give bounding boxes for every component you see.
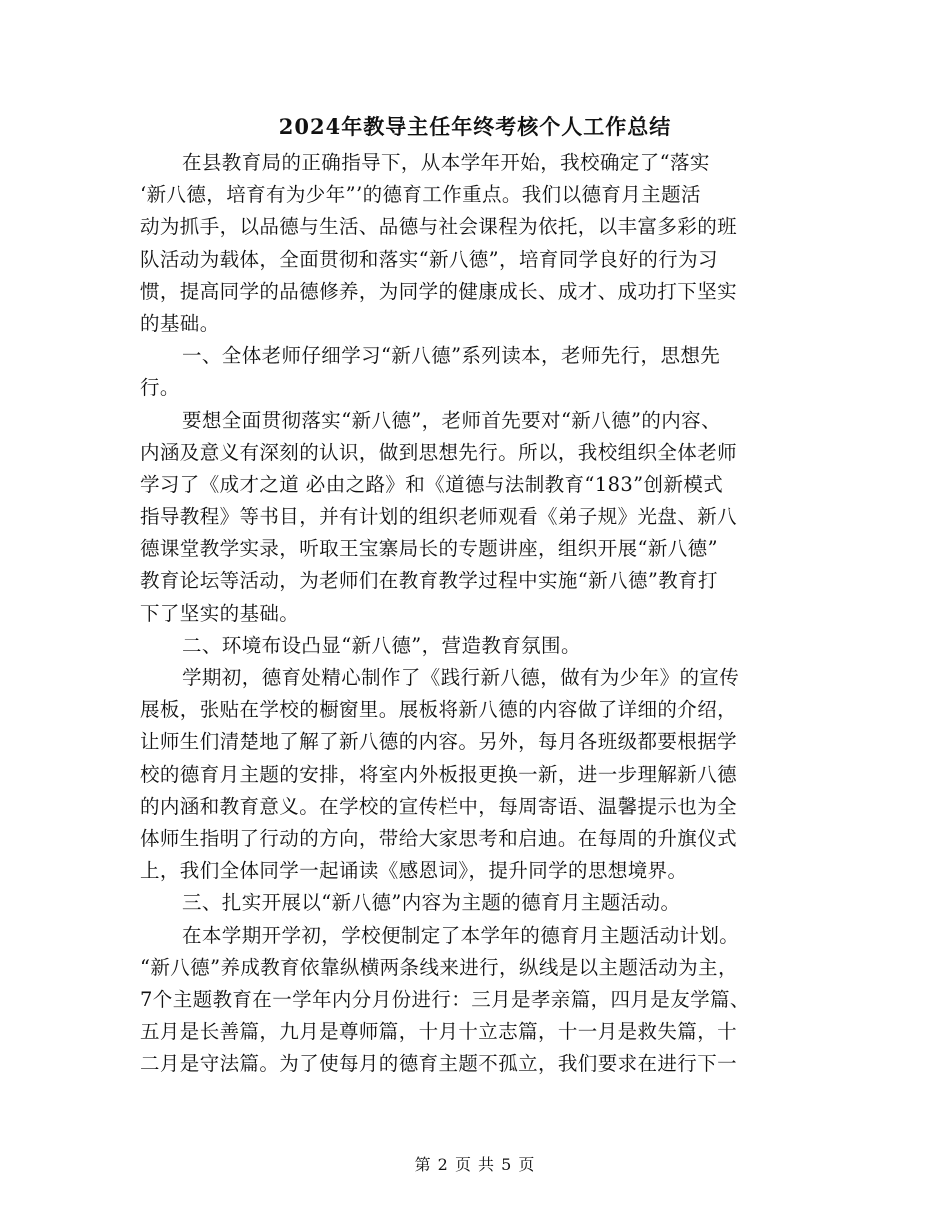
page-number-footer: 第 2 页 共 5 页 — [414, 1155, 536, 1174]
paragraph-line: 动为抓手，以品德与生活、品德与社会课程为依托，以丰富多彩的班 — [140, 215, 738, 239]
paragraph-line: 的基础。 — [140, 311, 220, 335]
paragraph-line: 上，我们全体同学一起诵读《感恩词》，提升同学的思想境界。 — [140, 859, 688, 883]
paragraph-line: 内涵及意义有深刻的认识，做到思想先行。所以，我校组织全体老师 — [140, 440, 738, 464]
paragraph-line: 让师生们清楚地了解了新八德的内容。另外，每月各班级都要根据学 — [140, 730, 738, 754]
section-heading-2: 二、环境布设凸显“新八德”，营造教育氛围。 — [182, 633, 581, 657]
paragraph-line: 惯，提高同学的品德修养，为同学的健康成长、成才、成功打下坚实 — [140, 279, 738, 303]
document-title: 2024年教导主任年终考核个人工作总结 — [278, 114, 672, 139]
section-heading-1-cont: 行。 — [140, 376, 180, 400]
paragraph-line: 队活动为载体，全面贯彻和落实“新八德”，培育同学良好的行为习 — [140, 247, 718, 271]
paragraph-line: 学习了《成才之道 必由之路》和《道德与法制教育“183”创新模式 — [140, 472, 724, 496]
paragraph-line: 的内涵和教育意义。在学校的宣传栏中，每周寄语、温馨提示也为全 — [140, 794, 738, 818]
paragraph-line: 教育论坛等活动，为老师们在教育教学过程中实施“新八德”教育打 — [140, 569, 718, 593]
paragraph-line: 在县教育局的正确指导下，从本学年开始，我校确定了“落实 — [182, 151, 710, 174]
paragraph-line: 五月是长善篇，九月是尊师篇，十月十立志篇，十一月是救失篇，十 — [140, 1020, 738, 1044]
section-heading-1: 一、全体老师仔细学习“新八德”系列读本，老师先行，思想先 — [182, 344, 721, 368]
paragraph-line: 在本学期开学初，学校便制定了本学年的德育月主题活动计划。 — [182, 923, 740, 947]
paragraph-line: 要想全面贯彻落实“新八德”，老师首先要对“新八德”的内容、 — [182, 408, 721, 432]
paragraph-line: 德课堂教学实录，听取王宝寨局长的专题讲座，组织开展“新八德” — [140, 537, 718, 561]
paragraph-line: 学期初，德育处精心制作了《践行新八德，做有为少年》的宣传 — [182, 666, 740, 689]
paragraph-line: “新八德”养成教育依靠纵横两条线来进行，纵线是以主题活动为主， — [140, 955, 738, 979]
document-body — [140, 147, 808, 1080]
paragraph-line: 校的德育月主题的安排，将室内外板报更换一新，进一步理解新八德 — [140, 762, 738, 786]
paragraph-line: 展板，张贴在学校的橱窗里。展板将新八德的内容做了详细的介绍， — [140, 698, 738, 722]
paragraph-line: 指导教程》等书目，并有计划的组织老师观看《弟子规》光盘、新八 — [140, 505, 738, 529]
paragraph-line: 7个主题教育在一学年内分月份进行：三月是孝亲篇，四月是友学篇、 — [140, 987, 750, 1011]
paragraph-line: 体师生指明了行动的方向，带给大家思考和启迪。在每周的升旗仪式 — [140, 826, 738, 850]
section-heading-3: 三、扎实开展以“新八德”内容为主题的德育月主题活动。 — [182, 891, 681, 915]
paragraph-line: ‘新八德，培育有为少年”’的德育工作重点。我们以德育月主题活 — [140, 183, 701, 207]
paragraph-line: 下了坚实的基础。 — [140, 601, 300, 625]
paragraph-line: 二月是守法篇。为了使每月的德育主题不孤立，我们要求在进行下一 — [140, 1052, 738, 1076]
